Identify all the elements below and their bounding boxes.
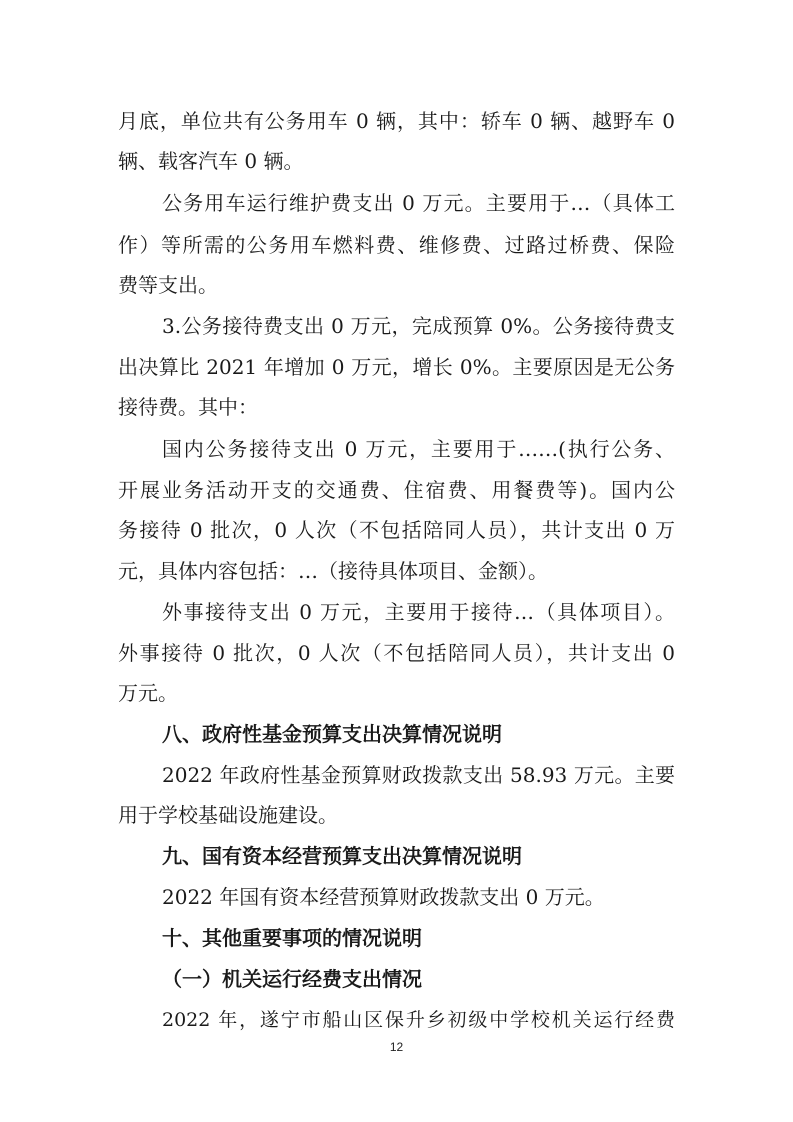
paragraph-line: 元，具体内容包括：…（接待具体项目、金额）。 [118, 559, 548, 583]
paragraph-line: 费等支出。 [118, 273, 218, 297]
paragraph-line: 2022 年政府性基金预算财政拨款支出 58.93 万元。主要 [162, 763, 675, 787]
section-heading: 十、其他重要事项的情况说明 [162, 926, 422, 950]
paragraph-line: 辆、载客汽车 0 辆。 [118, 149, 304, 173]
paragraph-line: 3.公务接待费支出 0 万元，完成预算 0%。公务接待费支 [162, 314, 675, 338]
page-number: 12 [389, 1040, 404, 1054]
paragraph-line: 接待费。其中： [118, 395, 258, 419]
paragraph-line: 2022 年国有资本经营预算财政拨款支出 0 万元。 [162, 885, 605, 909]
paragraph-line: 出决算比 2021 年增加 0 万元，增长 0%。主要原因是无公务 [118, 355, 675, 379]
section-heading: 八、政府性基金预算支出决算情况说明 [162, 722, 502, 746]
paragraph-line: 2022 年，遂宁市船山区保升乡初级中学校机关运行经费 [162, 1009, 675, 1031]
paragraph-line: 月底，单位共有公务用车 0 辆，其中：轿车 0 辆、越野车 0 [118, 109, 675, 133]
paragraph-line: 外事接待支出 0 万元，主要用于接待…（具体项目）。 [162, 600, 675, 624]
paragraph-line: 作）等所需的公务用车燃料费、维修费、过路过桥费、保险 [118, 233, 675, 257]
section-heading: 九、国有资本经营预算支出决算情况说明 [162, 844, 522, 868]
paragraph-line: 万元。 [118, 681, 178, 705]
paragraph-line: 用于学校基础设施建设。 [118, 803, 338, 827]
subsection-heading: （一）机关运行经费支出情况 [162, 967, 422, 991]
paragraph-line: 务接待 0 批次，0 人次（不包括陪同人员），共计支出 0 万 [118, 518, 675, 542]
paragraph-line: 外事接待 0 批次，0 人次（不包括陪同人员），共计支出 0 [118, 641, 675, 665]
paragraph-line: 开展业务活动开支的交通费、住宿费、用餐费等)。国内公 [118, 478, 675, 502]
paragraph-line: 国内公务接待支出 0 万元，主要用于……(执行公务、 [162, 437, 675, 461]
paragraph-line: 公务用车运行维护费支出 0 万元。主要用于…（具体工 [162, 191, 675, 215]
